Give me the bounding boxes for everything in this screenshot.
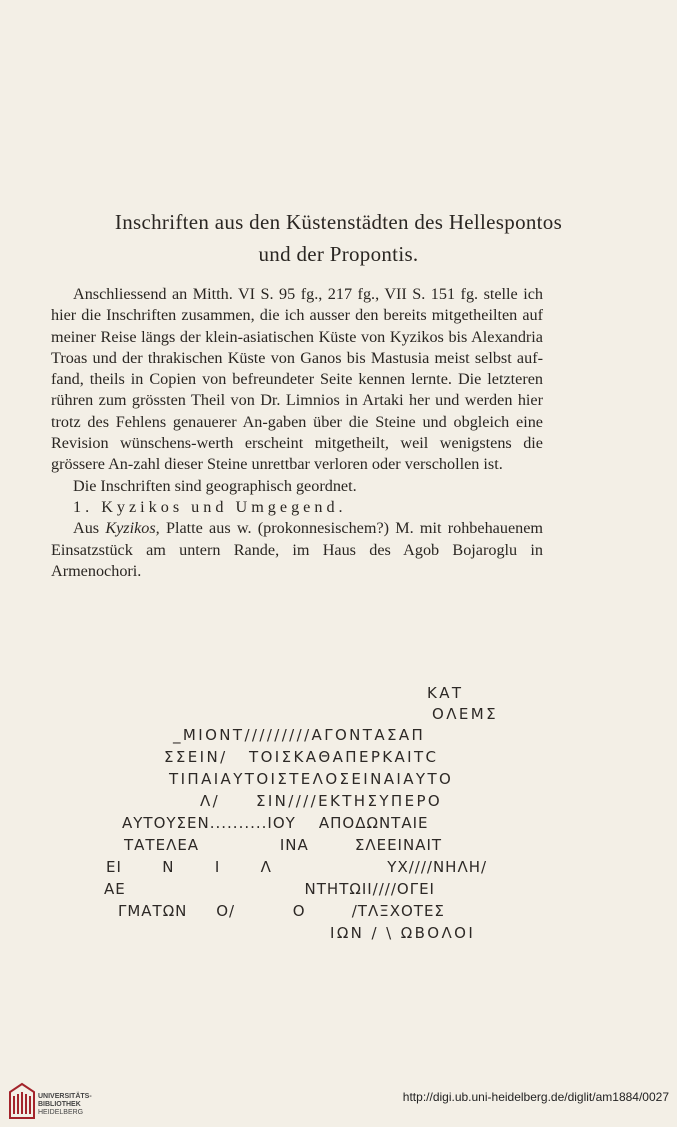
section-heading: 1. Kyzikos und Umgegend. — [73, 497, 347, 516]
inscription-line: ΚΑΤ — [427, 684, 464, 702]
inscription-line: ΤΙΠΑΙΑΥΤΟΙΣΤΕΛΟΣΕΙΝΑΙΑΥΤΟ — [169, 770, 454, 788]
page-title: Inschriften aus den Küstenstädten des Hellespontos — [114, 210, 563, 234]
inscription-line: ΓΜΑΤΩΝ Ο/ Ο /ΤΛΞΧΟΤΕΣ — [118, 902, 445, 920]
aus-word: Aus — [73, 519, 100, 538]
intro-paragraph: Anschliessend an Mitth. VI S. 95 fg., 217 fg., VII S. 151 fg. stelle ich hier die Inschriften zusammen, die ich ausser den bereits mitgetheilten auf meiner Reise längs der klein-asiatischen Küste von Kyzikos bis Alexandria Troas und der thrakischen Küste von Ganos bis Mastusia meist selbst auf-fand, theils in Copien von befreundeter Seite kennen lernte. Die letzteren rühren zum grössten Theil von Dr. Limnios in Artaki her und werden hier trotz des Fehlens genauerer An-gaben über die Steine und obgleich eine Revision wünschens-werth erscheint mitgetheilt, weil wenigstens die grössere An-zahl dieser Steine unrettbar verloren oder verschollen ist. — [51, 285, 543, 474]
inscription-line: ΑΥΤΟΥΣΕΝ..........ΙΟΥ ΑΠΟΔΩΝΤΑΙΕ — [122, 814, 429, 832]
inscription-line: ΤΑΤΕΛΕΑ ΙΝΑ ΣΛΕΕΙΝΑΙΤ — [124, 836, 443, 854]
description-paragraph — [51, 518, 543, 582]
inscription-line: ΑΕ ΝΤΗΤΩΙΙ////ΟΓΕΙ — [104, 880, 435, 898]
inscription-line: ΟΛΕΜΣ — [432, 705, 498, 723]
page-title-line2: und der Propontis. — [258, 242, 419, 266]
inscription-line: ΕΙ Ν Ι Λ ΥΧ////ΝΗΛΗ/ — [106, 858, 488, 876]
library-logo-icon — [6, 1082, 38, 1122]
kyzikos-name: Kyzikos, — [105, 519, 160, 538]
inscription-line: ΙΩΝ / \ ΩΒΟΛΟΙ — [330, 924, 476, 942]
inscription-line: Λ/ ΣΙΝ////ΕΚΤΗΣΥΠΕΡΟ — [200, 792, 443, 810]
source-url[interactable]: http://digi.ub.uni-heidelberg.de/diglit/am1884/0027 — [402, 1090, 669, 1104]
inscription-line: _ΜΙΟΝΤ/////////ΑΓΟΝΤΑΣΑΠ — [173, 726, 426, 744]
geo-paragraph: Die Inschriften sind geographisch geordnet. — [73, 476, 357, 495]
description-text: Platte aus w. (prokonnesischem?) M. mit rohbehauenem Einsatzstück am untern Rande, im Haus des Agob Bojaroglu in Armenochori. — [51, 519, 543, 580]
inscription-line: ΣΣΕΙΝ/ ΤΟΙΣΚΑΘΑΠΕΡΚΑΙΤC — [164, 748, 439, 766]
library-name: UNIVERSITÄTS- BIBLIOTHEK HEIDELBERG — [38, 1093, 92, 1116]
body-text — [51, 284, 543, 582]
